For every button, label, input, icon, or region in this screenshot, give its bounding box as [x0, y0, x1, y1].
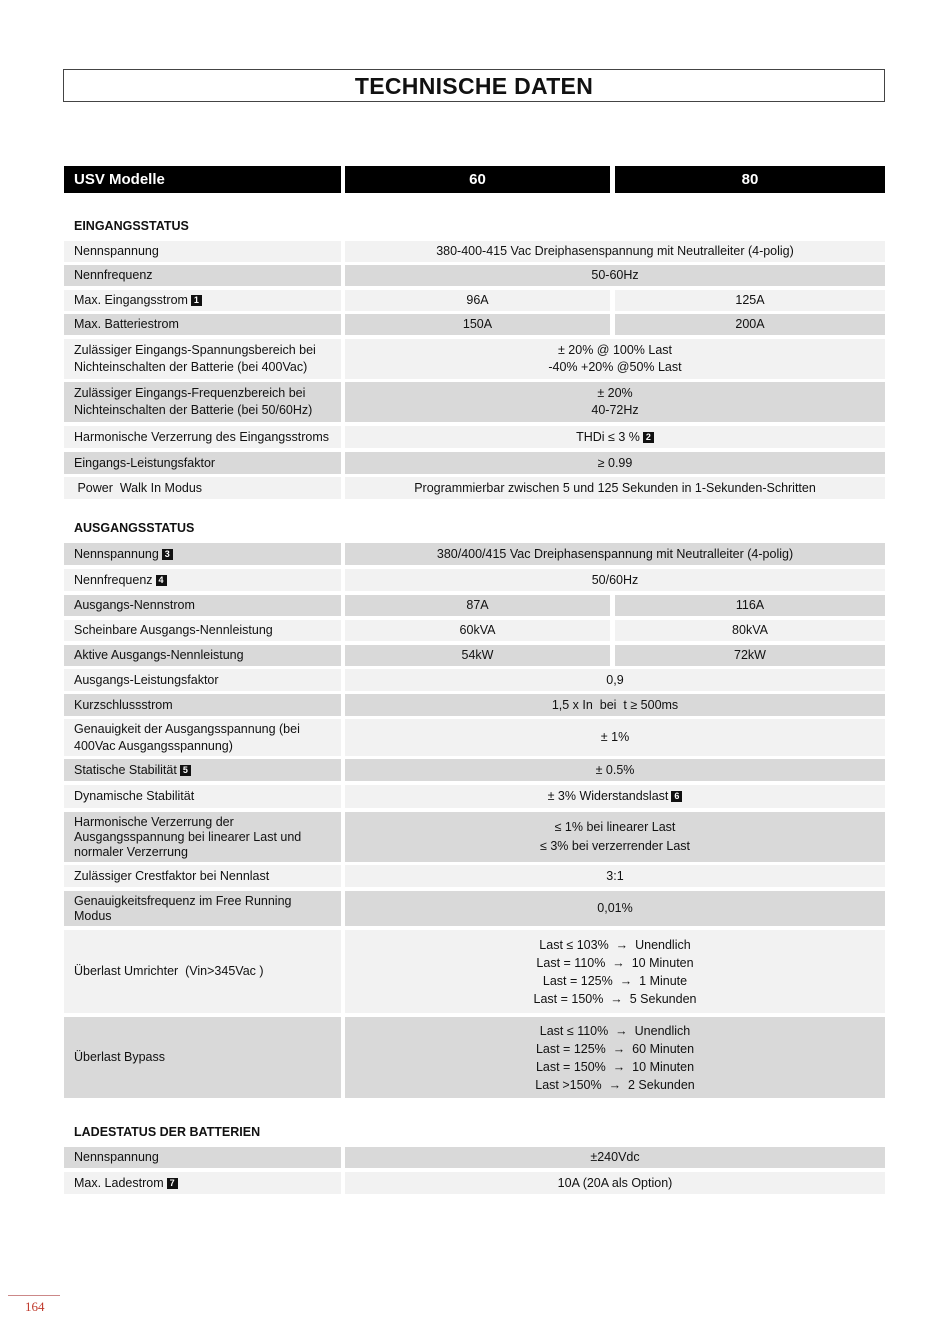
footnote-marker: 5 — [180, 765, 191, 776]
output-crest-factor-label: Zulässiger Crestfaktor bei Nennlast — [64, 865, 341, 887]
footnote-marker: 4 — [156, 575, 167, 586]
input-nominal-frequency-label: Nennfrequenz — [64, 265, 341, 286]
output-nominal-voltage-label: Nennspannung 3 — [64, 543, 341, 565]
output-crest-factor-value: 3:1 — [345, 865, 885, 887]
output-nominal-frequency-value: 50/60Hz — [345, 569, 885, 591]
output-overload-inverter-label: Überlast Umrichter (Vin>345Vac ) — [64, 930, 341, 1013]
input-nominal-voltage-value: 380-400-415 Vac Dreiphasenspannung mit Neutralleiter (4-polig) — [345, 241, 885, 262]
battery-nominal-voltage-value: ±240Vdc — [345, 1147, 885, 1168]
output-voltage-accuracy-value: ± 1% — [345, 719, 885, 756]
output-active-power-60: 54kW — [345, 645, 610, 666]
footnote-marker: 2 — [643, 432, 654, 443]
section-input-title: EINGANGSSTATUS — [74, 219, 189, 233]
output-overload-bypass-value: Last ≤ 110% → Unendlich Last = 125% → 60 Minuten Last = 150% → 10 Minuten Last >150% → 2 Sekunden — [345, 1017, 885, 1098]
output-apparent-power-label: Scheinbare Ausgangs-Nennleistung — [64, 620, 341, 641]
output-nominal-current-60: 87A — [345, 595, 610, 616]
output-nominal-voltage-value: 380/400/415 Vac Dreiphasenspannung mit Neutralleiter (4-polig) — [345, 543, 885, 565]
footnote-marker: 7 — [167, 1178, 178, 1189]
footnote-marker: 3 — [162, 549, 173, 560]
output-nominal-current-80: 116A — [615, 595, 885, 616]
output-active-power-80: 72kW — [615, 645, 885, 666]
input-voltage-range-label: Zulässiger Eingangs-Spannungsbereich bei Nichteinschalten der Batterie (bei 400Vac) — [64, 339, 341, 379]
output-static-stability-label: Statische Stabilität 5 — [64, 759, 341, 781]
header-model-80: 80 — [615, 166, 885, 193]
output-thd-value: ≤ 1% bei linearer Last ≤ 3% bei verzerrender Last — [345, 812, 885, 862]
battery-nominal-voltage-label: Nennspannung — [64, 1147, 341, 1168]
output-dynamic-stability-label: Dynamische Stabilität — [64, 785, 341, 808]
input-voltage-range-value: ± 20% @ 100% Last -40% +20% @50% Last — [345, 339, 885, 379]
output-dynamic-stability-value: ± 3% Widerstandslast 6 — [345, 785, 885, 808]
output-nominal-current-label: Ausgangs-Nennstrom — [64, 595, 341, 616]
output-apparent-power-60: 60kVA — [345, 620, 610, 641]
output-static-stability-value: ± 0.5% — [345, 759, 885, 781]
output-active-power-label: Aktive Ausgangs-Nennleistung — [64, 645, 341, 666]
output-thd-label: Harmonische Verzerrung der Ausgangsspannung bei linearer Last und normaler Verzerrung — [64, 812, 341, 862]
output-frequency-accuracy-label: Genauigkeitsfrequenz im Free Running Modus — [64, 891, 341, 926]
battery-max-charge-current-label: Max. Ladestrom 7 — [64, 1172, 341, 1194]
battery-max-charge-current-value: 10A (20A als Option) — [345, 1172, 885, 1194]
output-nominal-frequency-label: Nennfrequenz 4 — [64, 569, 341, 591]
input-max-current-60: 96A — [345, 290, 610, 311]
output-frequency-accuracy-value: 0,01% — [345, 891, 885, 926]
page-title: TECHNISCHE DATEN — [63, 69, 885, 102]
page-number: 164 — [25, 1299, 45, 1314]
input-max-battery-current-60: 150A — [345, 314, 610, 335]
input-nominal-voltage-label: Nennspannung — [64, 241, 341, 262]
output-short-circuit-label: Kurzschlussstrom — [64, 694, 341, 716]
section-output-title: AUSGANGSSTATUS — [74, 521, 195, 535]
input-max-current-80: 125A — [615, 290, 885, 311]
input-thd-label: Harmonische Verzerrung des Eingangsstroms — [64, 426, 341, 448]
input-walk-in-label: Power Walk In Modus — [64, 477, 341, 499]
section-battery-title: LADESTATUS DER BATTERIEN — [74, 1125, 261, 1139]
footnote-marker: 6 — [671, 791, 682, 802]
input-power-factor-value: ≥ 0.99 — [345, 452, 885, 474]
output-overload-bypass-label: Überlast Bypass — [64, 1017, 341, 1098]
input-max-battery-current-80: 200A — [615, 314, 885, 335]
output-power-factor-value: 0,9 — [345, 669, 885, 691]
input-max-current-label: Max. Eingangsstrom 1 — [64, 290, 341, 311]
output-power-factor-label: Ausgangs-Leistungsfaktor — [64, 669, 341, 691]
page-number-rule — [8, 1295, 60, 1296]
header-model-label: USV Modelle — [64, 166, 341, 193]
input-nominal-frequency-value: 50-60Hz — [345, 265, 885, 286]
input-frequency-range-label: Zulässiger Eingangs-Frequenzbereich bei Nichteinschalten der Batterie (bei 50/60Hz) — [64, 382, 341, 422]
output-apparent-power-80: 80kVA — [615, 620, 885, 641]
header-model-60: 60 — [345, 166, 610, 193]
input-walk-in-value: Programmierbar zwischen 5 und 125 Sekunden in 1-Sekunden-Schritten — [345, 477, 885, 499]
input-thd-value: THDi ≤ 3 % 2 — [345, 426, 885, 448]
footnote-marker: 1 — [191, 295, 202, 306]
input-power-factor-label: Eingangs-Leistungsfaktor — [64, 452, 341, 474]
input-max-battery-current-label: Max. Batteriestrom — [64, 314, 341, 335]
output-overload-inverter-value: Last ≤ 103% → Unendlich Last = 110% → 10 Minuten Last = 125% → 1 Minute Last = 150% → 5 Sekunden — [345, 930, 885, 1013]
input-frequency-range-value: ± 20% 40-72Hz — [345, 382, 885, 422]
output-voltage-accuracy-label: Genauigkeit der Ausgangsspannung (bei 400Vac Ausgangsspannung) — [64, 719, 341, 756]
output-short-circuit-value: 1,5 x In bei t ≥ 500ms — [345, 694, 885, 716]
